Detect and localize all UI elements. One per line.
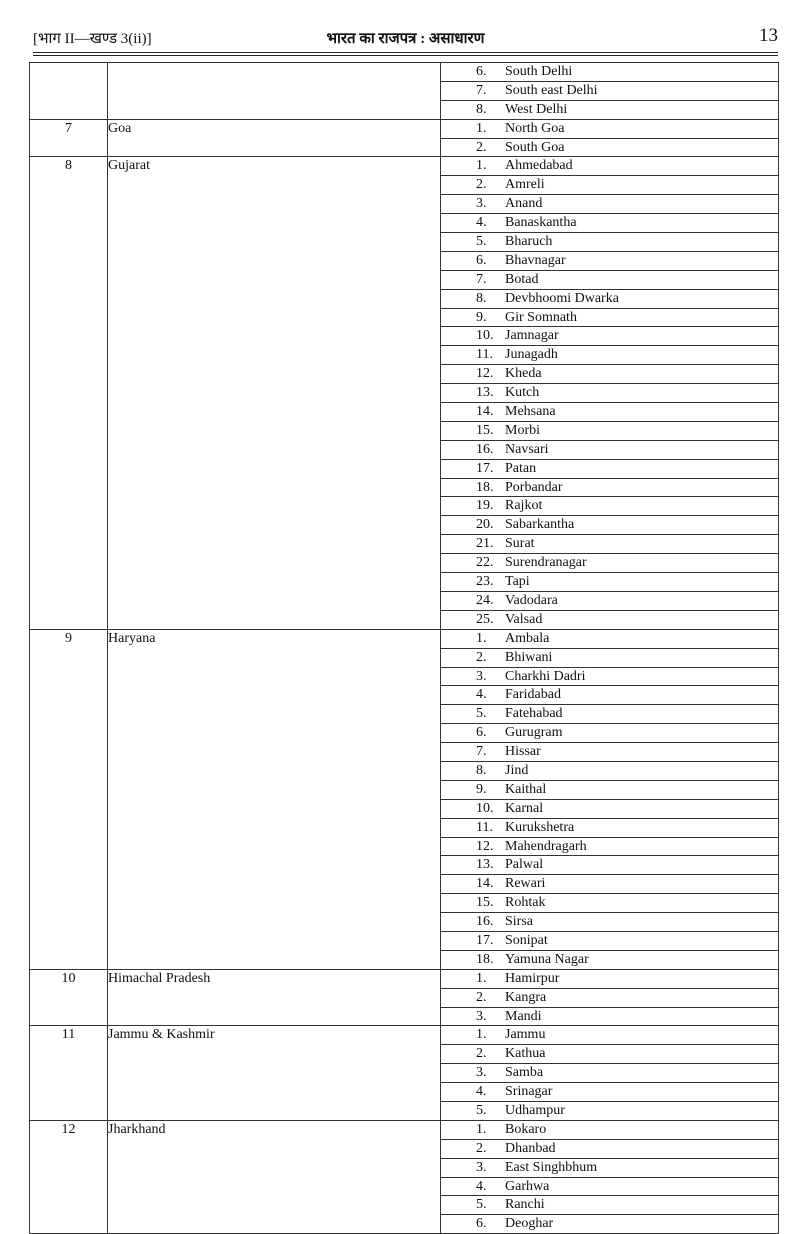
district-name: Bharuch (505, 234, 553, 250)
district-number: 5. (476, 1102, 487, 1118)
district-name: West Delhi (505, 101, 568, 117)
state-name-cell: Goa (108, 119, 441, 157)
district-number: 10. (476, 328, 494, 344)
district-name: Rajkot (505, 498, 543, 514)
state-name-cell: Gujarat (108, 157, 441, 629)
district-number: 2. (476, 177, 487, 193)
district-number: 10. (476, 800, 494, 816)
district-number: 2. (476, 649, 487, 665)
table-row (30, 629, 779, 969)
district-name: Jind (505, 762, 529, 778)
header-rule-top (33, 52, 778, 53)
district-number: 7. (476, 744, 487, 760)
district-number: 1. (476, 630, 487, 646)
district-number: 4. (476, 687, 487, 703)
district-name: Gir Somnath (505, 309, 577, 325)
serial-number-cell (30, 63, 108, 120)
district-name: South Goa (505, 139, 565, 155)
districts-cell (441, 1120, 779, 1233)
district-item (441, 233, 778, 252)
district-item (441, 195, 778, 214)
district-number: 23. (476, 574, 494, 590)
district-name: Sirsa (505, 914, 533, 930)
district-name: Faridabad (505, 687, 561, 703)
district-number: 14. (476, 404, 494, 420)
district-item (441, 630, 778, 649)
district-name: Srinagar (505, 1084, 553, 1100)
district-number: 15. (476, 422, 494, 438)
district-number: 11. (476, 819, 493, 835)
district-name: East Singhbhum (505, 1159, 598, 1175)
district-item (441, 1121, 778, 1140)
district-name: Banaskantha (505, 215, 577, 231)
district-item (441, 403, 778, 422)
district-item (441, 762, 778, 781)
district-number: 8. (476, 101, 487, 117)
district-name: Morbi (505, 422, 540, 438)
table-row (30, 157, 779, 629)
district-item (441, 970, 778, 989)
state-name-cell: Himachal Pradesh (108, 969, 441, 1026)
district-item (441, 743, 778, 762)
district-item (441, 592, 778, 611)
table-body (30, 63, 779, 1234)
district-name: Hamirpur (505, 970, 560, 986)
district-number: 18. (476, 479, 494, 495)
district-number: 6. (476, 1216, 487, 1232)
district-item (441, 422, 778, 441)
district-name: Tapi (505, 574, 530, 590)
district-number: 13. (476, 385, 494, 401)
district-name: Sabarkantha (505, 517, 575, 533)
district-item (441, 497, 778, 516)
district-name: Valsad (505, 611, 543, 627)
district-name: Yamuna Nagar (505, 951, 589, 967)
serial-number-cell: 9 (30, 629, 108, 969)
district-item (441, 1140, 778, 1159)
district-number: 5. (476, 234, 487, 250)
district-name: Kangra (505, 989, 547, 1005)
district-item (441, 1159, 778, 1178)
district-name: Udhampur (505, 1102, 565, 1118)
district-item (441, 1026, 778, 1045)
district-item (441, 346, 778, 365)
district-number: 5. (476, 1197, 487, 1213)
district-name: Dhanbad (505, 1140, 556, 1156)
district-item (441, 668, 778, 687)
page-header (33, 25, 778, 50)
district-item (441, 1196, 778, 1215)
district-name: Anand (505, 196, 543, 212)
district-number: 15. (476, 895, 494, 911)
district-number: 20. (476, 517, 494, 533)
district-name: Mahendragarh (505, 838, 587, 854)
district-item (441, 989, 778, 1008)
district-number: 25. (476, 611, 494, 627)
district-item (441, 554, 778, 573)
district-number: 14. (476, 876, 494, 892)
district-number: 6. (476, 64, 487, 79)
district-name: Surat (505, 536, 535, 552)
district-item (441, 1178, 778, 1197)
district-name: Devbhoomi Dwarka (505, 290, 619, 306)
district-item (441, 365, 778, 384)
districts-cell (441, 63, 779, 120)
district-name: Bokaro (505, 1121, 547, 1137)
page-number: 13 (759, 25, 778, 46)
district-name: Karnal (505, 800, 544, 816)
table-row (30, 1120, 779, 1233)
district-name: Mandi (505, 1008, 542, 1024)
district-name: Bhiwani (505, 649, 553, 665)
district-number: 17. (476, 460, 494, 476)
district-number: 1. (476, 1121, 487, 1137)
district-item (441, 875, 778, 894)
district-item (441, 120, 778, 139)
district-item (441, 1008, 778, 1026)
district-number: 4. (476, 1178, 487, 1194)
district-item (441, 838, 778, 857)
serial-number-cell: 7 (30, 119, 108, 157)
district-item (441, 535, 778, 554)
district-number: 2. (476, 139, 487, 155)
district-name: North Goa (505, 120, 565, 136)
district-number: 12. (476, 838, 494, 854)
serial-number-cell: 8 (30, 157, 108, 629)
district-item (441, 894, 778, 913)
district-item (441, 516, 778, 535)
district-name: Kaithal (505, 781, 547, 797)
district-number: 7. (476, 271, 487, 287)
district-item (441, 724, 778, 743)
district-number: 13. (476, 857, 494, 873)
district-name: Rohtak (505, 895, 546, 911)
district-name: Palwal (505, 857, 544, 873)
district-number: 24. (476, 592, 494, 608)
district-item (441, 63, 778, 82)
district-number: 2. (476, 989, 487, 1005)
serial-number-cell: 12 (30, 1120, 108, 1233)
district-name: Fatehabad (505, 706, 563, 722)
district-item (441, 932, 778, 951)
district-name: Ahmedabad (505, 158, 573, 174)
district-name: Hissar (505, 744, 541, 760)
district-name: Garhwa (505, 1178, 550, 1194)
district-name: Ranchi (505, 1197, 545, 1213)
district-number: 4. (476, 1084, 487, 1100)
district-name: Amreli (505, 177, 545, 193)
serial-number-cell: 11 (30, 1026, 108, 1120)
district-name: Bhavnagar (505, 252, 566, 268)
districts-cell (441, 119, 779, 157)
district-name: Deoghar (505, 1216, 554, 1232)
table-row (30, 63, 779, 120)
district-name: Vadodara (505, 592, 558, 608)
district-number: 3. (476, 1065, 487, 1081)
district-item (441, 252, 778, 271)
district-item (441, 82, 778, 101)
district-item (441, 856, 778, 875)
district-item (441, 819, 778, 838)
district-number: 6. (476, 725, 487, 741)
district-item (441, 384, 778, 403)
district-item (441, 271, 778, 290)
districts-cell (441, 157, 779, 629)
district-number: 8. (476, 290, 487, 306)
district-item (441, 176, 778, 195)
district-item (441, 101, 778, 119)
district-item (441, 1045, 778, 1064)
table-row (30, 1026, 779, 1120)
district-number: 3. (476, 1159, 487, 1175)
district-number: 6. (476, 252, 487, 268)
district-number: 2. (476, 1046, 487, 1062)
district-name: Navsari (505, 441, 549, 457)
district-item (441, 214, 778, 233)
district-item (441, 686, 778, 705)
serial-number-cell: 10 (30, 969, 108, 1026)
part-section-label: [भाग II—खण्ड 3(ii)] (33, 31, 152, 47)
state-name-cell: Jammu & Kashmir (108, 1026, 441, 1120)
district-item (441, 1083, 778, 1102)
district-number: 16. (476, 441, 494, 457)
district-item (441, 611, 778, 629)
district-name: Jammu (505, 1027, 546, 1043)
district-number: 7. (476, 82, 487, 98)
district-item (441, 1102, 778, 1120)
district-item (441, 309, 778, 328)
header-rule-bottom (33, 55, 778, 56)
state-name-cell: Jharkhand (108, 1120, 441, 1233)
district-item (441, 157, 778, 176)
table-row (30, 119, 779, 157)
district-item (441, 139, 778, 157)
districts-cell (441, 969, 779, 1026)
gazette-title: भारत का राजपत्र : असाधारण (326, 31, 485, 47)
district-name: South east Delhi (505, 82, 598, 98)
district-name: Patan (505, 460, 537, 476)
district-name: Jamnagar (505, 328, 559, 344)
district-number: 1. (476, 1027, 487, 1043)
district-item (441, 479, 778, 498)
district-name: Kutch (505, 385, 540, 401)
district-item (441, 1215, 778, 1233)
district-item (441, 800, 778, 819)
district-item (441, 441, 778, 460)
state-name-cell (108, 63, 441, 120)
district-name: Ambala (505, 630, 550, 646)
district-name: Mehsana (505, 404, 556, 420)
district-name: Sonipat (505, 932, 548, 948)
district-number: 9. (476, 781, 487, 797)
district-item (441, 290, 778, 309)
district-item (441, 913, 778, 932)
district-number: 18. (476, 951, 494, 967)
district-number: 9. (476, 309, 487, 325)
district-number: 11. (476, 347, 493, 363)
districts-cell (441, 629, 779, 969)
district-item (441, 573, 778, 592)
district-name: Kathua (505, 1046, 546, 1062)
district-item (441, 327, 778, 346)
district-number: 17. (476, 932, 494, 948)
district-number: 8. (476, 762, 487, 778)
district-number: 16. (476, 914, 494, 930)
district-number: 19. (476, 498, 494, 514)
state-district-table (29, 62, 779, 1234)
district-item (441, 1064, 778, 1083)
district-number: 1. (476, 120, 487, 136)
district-name: Botad (505, 271, 539, 287)
district-name: South Delhi (505, 64, 573, 79)
district-number: 3. (476, 1008, 487, 1024)
district-number: 2. (476, 1140, 487, 1156)
district-item (441, 705, 778, 724)
district-name: Junagadh (505, 347, 558, 363)
district-name: Porbandar (505, 479, 563, 495)
district-number: 1. (476, 158, 487, 174)
districts-cell (441, 1026, 779, 1120)
district-name: Surendranagar (505, 555, 587, 571)
district-item (441, 649, 778, 668)
district-number: 3. (476, 196, 487, 212)
district-number: 3. (476, 668, 487, 684)
district-item (441, 460, 778, 479)
district-number: 4. (476, 215, 487, 231)
table-row (30, 969, 779, 1026)
district-item (441, 951, 778, 969)
district-number: 22. (476, 555, 494, 571)
district-name: Kheda (505, 366, 542, 382)
district-item (441, 781, 778, 800)
state-name-cell: Haryana (108, 629, 441, 969)
district-number: 5. (476, 706, 487, 722)
district-name: Rewari (505, 876, 546, 892)
district-name: Kurukshetra (505, 819, 575, 835)
district-name: Gurugram (505, 725, 563, 741)
district-number: 21. (476, 536, 494, 552)
district-name: Samba (505, 1065, 544, 1081)
district-number: 12. (476, 366, 494, 382)
district-name: Charkhi Dadri (505, 668, 586, 684)
district-number: 1. (476, 970, 487, 986)
